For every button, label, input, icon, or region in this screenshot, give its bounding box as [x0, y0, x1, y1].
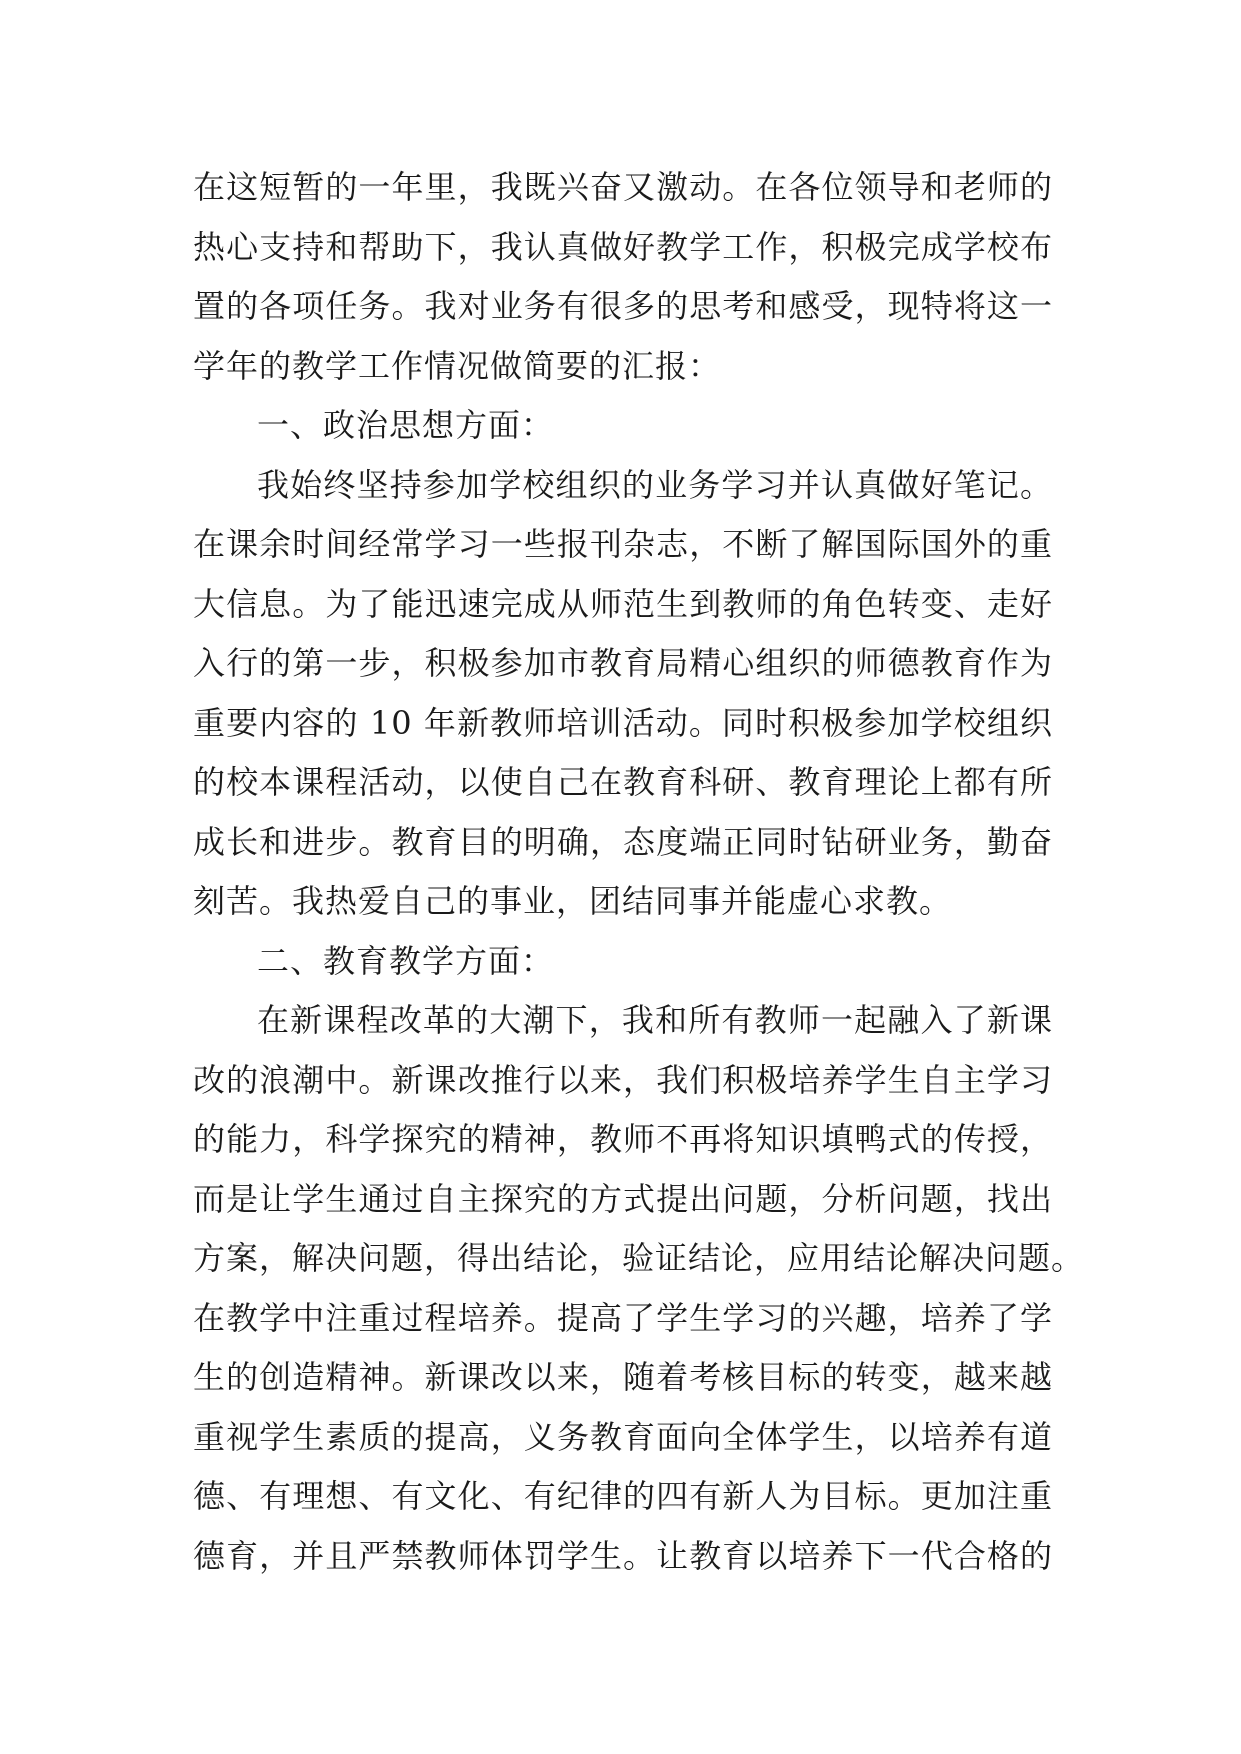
text-line: 德育，并且严禁教师体罚学生。让教育以培养下一代合格的 — [193, 1536, 1053, 1575]
text-line: 大信息。为了能迅速完成从师范生到教师的角色转变、走好 — [193, 584, 1053, 623]
text-line: 在课余时间经常学习一些报刊杂志，不断了解国际国外的重 — [193, 525, 1053, 563]
text-line: 刻苦。我热爱自己的事业，团结同事并能虚心求教。 — [193, 882, 953, 920]
text-line: 而是让学生通过自主探究的方式提出问题，分析问题，找出 — [193, 1179, 1053, 1218]
text-line: 成长和进步。教育目的明确，态度端正同时钻研业务，勤奋 — [193, 822, 1053, 861]
text-line: 置的各项任务。我对业务有很多的思考和感受，现特将这一 — [193, 287, 1053, 325]
text-line: 生的创造精神。新课改以来，随着考核目标的转变，越来越 — [193, 1358, 1053, 1396]
text-line: 重要内容的 10 年新教师培训活动。同时积极参加学校组织 — [193, 703, 1053, 742]
text-line: 的能力，科学探究的精神，教师不再将知识填鸭式的传授， — [193, 1120, 1053, 1158]
text-line: 学年的教学工作情况做简要的汇报： — [193, 346, 722, 385]
text-line: 热心支持和帮助下，我认真做好教学工作，积极完成学校布 — [193, 227, 1053, 266]
document-body — [193, 158, 1085, 1586]
section-heading-teaching: 二、教育教学方面： — [257, 941, 555, 980]
text-line: 我始终坚持参加学校组织的业务学习并认真做好笔记。 — [257, 465, 1053, 504]
text-line: 重视学生素质的提高，义务教育面向全体学生，以培养有道 — [193, 1417, 1053, 1456]
text-line: 改的浪潮中。新课改推行以来，我们积极培养学生自主学习 — [193, 1060, 1053, 1099]
text-line: 德、有理想、有文化、有纪律的四有新人为目标。更加注重 — [193, 1477, 1053, 1515]
text-line: 在新课程改革的大潮下，我和所有教师一起融入了新课 — [257, 1001, 1053, 1039]
section-heading-politics: 一、政治思想方面： — [257, 406, 555, 444]
text-line: 的校本课程活动，以使自己在教育科研、教育理论上都有所 — [193, 763, 1053, 801]
text-line: 在教学中注重过程培养。提高了学生学习的兴趣，培养了学 — [193, 1298, 1053, 1337]
text-line: 方案，解决问题，得出结论，验证结论，应用结论解决问题。 — [193, 1239, 1085, 1277]
text-line: 入行的第一步，积极参加市教育局精心组织的师德教育作为 — [193, 644, 1053, 682]
text-line: 在这短暂的一年里，我既兴奋又激动。在各位领导和老师的 — [193, 168, 1053, 206]
